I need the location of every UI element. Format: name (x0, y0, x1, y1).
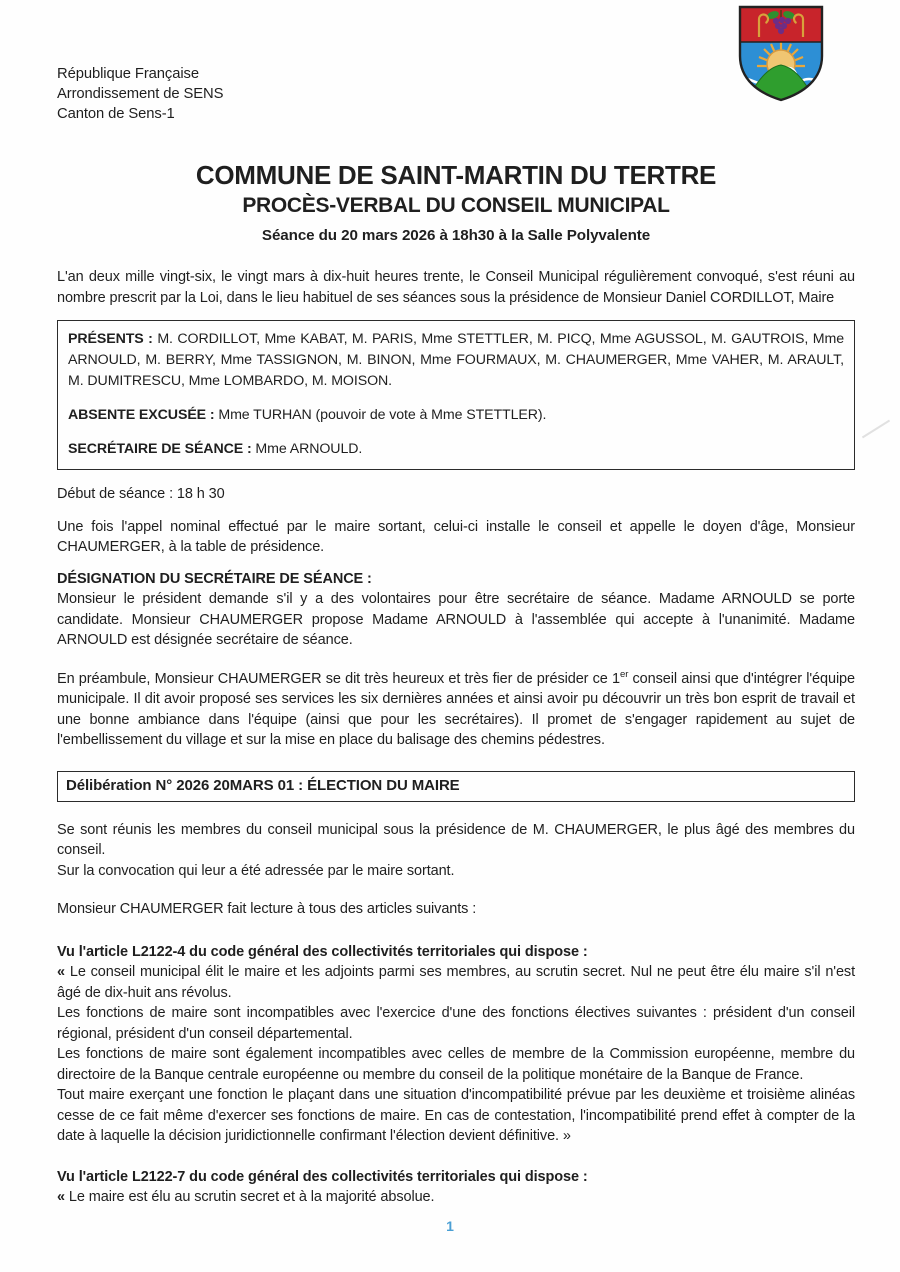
open-quote-mark: « (57, 964, 65, 980)
document-header (57, 64, 855, 124)
article-l2122-4-quote-4: Tout maire exerçant une fonction le plaçant dans une situation d'incompatibilité prévue par les deuxième et troisième alinéas cesse de ce fait même d'exercer ses fonctions de maire. En cas de contestation, l'incompatibilité prend effet à compter de la date à laquelle la décision juridictionnelle confirmant l'élection devient définitive. » (57, 1087, 855, 1144)
designation-heading: DÉSIGNATION DU SECRÉTAIRE DE SÉANCE : (57, 570, 372, 587)
header-republique: République Française (57, 66, 199, 82)
debut-seance-line: Début de séance : 18 h 30 (57, 486, 225, 502)
secretaire-label: SECRÉTAIRE DE SÉANCE : (68, 441, 252, 457)
article-l2122-7-quote-1 (57, 1187, 855, 1208)
article-l2122-4-quote-2: Les fonctions de maire sont incompatibles avec l'exercice d'une des fonctions électives suivantes : président d'un conseil régional, président d'un conseil départemental. (57, 1005, 855, 1042)
absente-label: ABSENTE EXCUSÉE : (68, 407, 215, 423)
article-l2122-7-heading: Vu l'article L2122-7 du code général des collectivités territoriales qui dispose : (57, 1168, 588, 1185)
secretaire-entry (68, 439, 844, 460)
designation-paragraph: Monsieur le président demande s'il y a des volontaires pour être secrétaire de séance. Madame ARNOULD se porte candidate. Monsieur CHAUMERGER propose Madame ARNOULD à l'assemblée qui accepte à l'unanimité. Madame ARNOULD est désignée secrétaire de séance. (57, 591, 855, 648)
preambule-text-end: conseil ainsi que d'intégrer l'équipe municipale. Il dit avoir proposé ses services les six dernières années et ainsi avoir pu découvrir un très bon esprit de travail et une bonne ambiance dans l'équipe (ainsi que pour les secrétaires). Il promet de s'engager rapidement au sujet de l'embellissement du village et sur la mise en place du balisage des chemins pédestres. (57, 670, 855, 748)
article-l2122-4-quote-1 (57, 962, 855, 1003)
deliberation-title-box (57, 771, 855, 802)
preambule-text-start: En préambule, Monsieur CHAUMERGER se dit très heureux et très fier de présider ce 1 (57, 670, 621, 687)
presents-entry (68, 329, 844, 392)
commune-coat-of-arms-icon (733, 2, 829, 104)
convocation-line: Sur la convocation qui leur a été adressée par le maire sortant. (57, 862, 455, 879)
page-number: 1 (446, 1218, 454, 1234)
header-arrondissement: Arrondissement de SENS (57, 86, 224, 102)
reunion-paragraph: Se sont réunis les membres du conseil municipal sous la présidence de M. CHAUMERGER, le plus âgé des membres du conseil. (57, 821, 855, 858)
article-l2122-4-text-1: Le conseil municipal élit le maire et les adjoints parmi ses membres, au scrutin secret. Nul ne peut être élu maire s'il n'est âgé de dix-huit ans révolus. (57, 964, 855, 1001)
lecture-line: Monsieur CHAUMERGER fait lecture à tous des articles suivants : (57, 901, 477, 917)
ordinal-superscript: er (620, 668, 629, 680)
article-l2122-4-quote-3: Les fonctions de maire sont également incompatibles avec celles de membre de la Commission européenne, membre du directoire de la Banque centrale européenne ou membre du conseil de la politique monétaire de la Banque de France. (57, 1046, 855, 1083)
intro-paragraph: L'an deux mille vingt-six, le vingt mars à dix-huit heures trente, le Conseil Municipal régulièrement convoqué, s'est réuni au nombre prescrit par la Loi, dans le lieu habituel de ses séances sous la présidence de Monsieur Daniel CORDILLOT, Maire (57, 269, 855, 306)
scan-pen-artifact (862, 420, 890, 439)
preambule-paragraph (57, 669, 855, 751)
article-l2122-4-heading: Vu l'article L2122-4 du code général des collectivités territoriales qui dispose : (57, 943, 588, 960)
proces-verbal-subtitle: PROCÈS-VERBAL DU CONSEIL MUNICIPAL (242, 194, 670, 217)
open-quote-mark: « (57, 1189, 65, 1205)
appel-nominal-paragraph: Une fois l'appel nominal effectué par le maire sortant, celui-ci installe le conseil et appelle le doyen d'âge, Monsieur CHAUMERGER, à la table de présidence. (57, 518, 855, 555)
attendance-box (57, 320, 855, 470)
absente-entry (68, 405, 844, 426)
presents-label: PRÉSENTS : (68, 331, 153, 347)
article-l2122-7-text-1: Le maire est élu au scrutin secret et à la majorité absolue. (64, 1189, 435, 1205)
seance-date-line: Séance du 20 mars 2026 à 18h30 à la Salle Polyvalente (261, 227, 651, 244)
header-canton: Canton de Sens-1 (57, 106, 175, 122)
secretaire-name: Mme ARNOULD. (251, 441, 363, 457)
presents-names: M. CORDILLOT, Mme KABAT, M. PARIS, Mme STETTLER, M. PICQ, Mme AGUSSOL, M. GAUTROIS, Mme ARNOULD, M. BERRY, Mme TASSIGNON, M. BINON, Mme FOURMAUX, M. CHAUMERGER, Mme VAHER, M. ARAULT, M. DUMITRESCU, Mme LOMBARDO, M. MOISON. (68, 331, 844, 389)
absente-names: Mme TURHAN (pouvoir de vote à Mme STETTLER). (214, 407, 547, 423)
deliberation-title: Délibération N° 2026 20MARS 01 : ÉLECTION DU MAIRE (66, 776, 460, 794)
commune-title: COMMUNE DE SAINT-MARTIN DU TERTRE (195, 160, 717, 190)
